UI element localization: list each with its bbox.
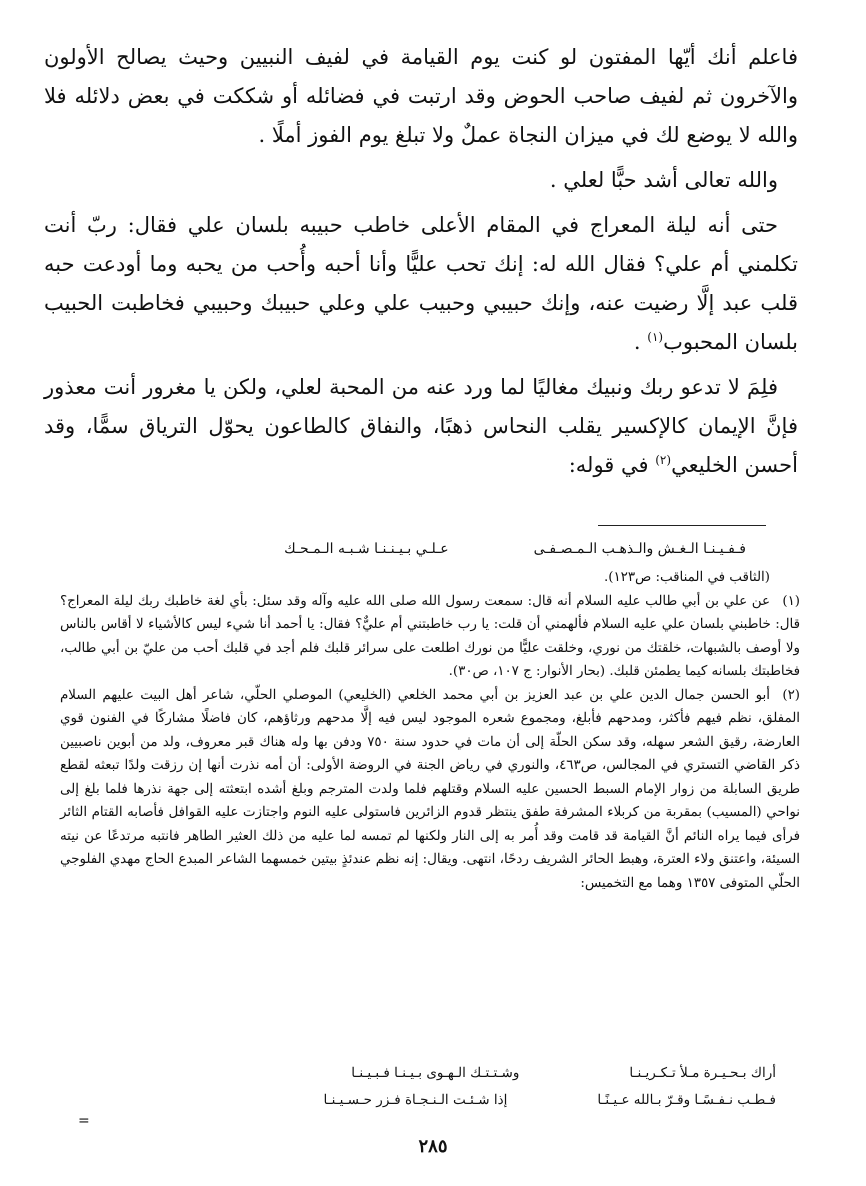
footnote-1-text: عن علي بن أبي طالب عليه السلام أنه قال: سمعت رسول الله صلى الله عليه وآله وقد سئل: بأي لغة خاطبك ربك ليلة المعراج؟ قال: خاطبني بلسان علي عليه السلام فألهمني أن قلت: يا رب خاطبتني أم عليٌّ؟ فقال: يا أحمد أنا شيء ليس كالأشياء لا أقاس بالناس ولا أوصف بالشبهات، خلقتك من نوري، وخلقت عليًّا من نورك اطلعت على سرائر قلبك فلم أجد في قلبك أحب من عليّ بن أبي طالب، فخاطبتك بلسانه كيما يطمئن قلبك. (بحار الأنوار: ج ١٠٧، ص٣٠). [60,593,800,679]
paragraph-3 [44,206,798,362]
paragraph-4 [44,368,798,485]
footnote-1 [60,590,800,684]
footnote-separator [598,525,766,526]
verse-1-hemistich-2: عـلـي بـيـنـنـا شـبـه الـمـحـك [284,541,449,557]
verse-2-line-2 [324,1092,776,1108]
paragraph-1: فاعلم أنك أيّها المفتون لو كنت يوم القيامة في لفيف النبيين وحيث يصالح الأولون والآخرون ثم لفيف صاحب الحوض وقد ارتبت في فضائله أو شككت في بعض دلائله فلا والله لا يوضع لك في ميزان النجاة عملٌ ولا تبلغ يوم الفوز أملًا . [44,45,798,147]
citation: (الثاقب في المناقب: ص١٢٣). [603,570,770,585]
footnote-2-text: أبو الحسن جمال الدين علي بن عبد العزيز بن أبي محمد الخلعي (الخليعي) الموصلي الحلّي، شاعر أهل البيت عليهم السلام المفلق، نظم فيهم فأكثر، ومدحهم فأبلغ، ومجموع شعره الموجود ليس فيه إلَّا مدحهم ورثاؤهم، كان فاضلًا مشاركًا في الفنون قوي العارضة، رقيق الشعر سهله، وقد سكن الحلّة إلى أن مات في حدود سنة ٧٥٠ ودفن بها وله هناك قبر معروف، ولد من أبوين ناصبيين ذكر القاضي التستري في المجالس، ص٤٦٣، والنوري في رياض الجنة في الروضة الأولى: أن أمه نذرت أنها إن رزقت ولدًا تبعثه لقطع طريق السابلة من زوار الإمام السبط الحسين عليه السلام وقتلهم فلما ولدت المترجم وبلغ أشده ابتعثته إلى جهة نذرها فلما بلغ إلى نواحي (المسيب) بمقربة من كربلاء المشرفة طفق ينتظر قدوم الزائرين فاستولى عليه النوم واجتازت عليه القوافل فأصابه القتام الثائر فرأى فيما يراه النائم أنَّ القيامة قد قامت وقد أُمر به إلى النار ولكنها لم تمسه لما عليه من ذلك العثير الطاهر فانتبه مرتدعًا عن نيته السيئة، واعتنق ولاء العترة، وهبط الحائر الشريف ردحًا، انتهى. ويقال: إنه نظم عندئذٍ بيتين خمسهما الشاعر المبدع الحاج مهدي الفلوجي الحلّي المتوفى ١٣٥٧ وهما مع التخميس: [60,687,800,891]
verse-2-line-2-hemistich-1: فـطـب نـفـسًـا وقـرّ بـالله عـيـنًـا [597,1092,776,1108]
continuation-mark: = [78,1113,90,1129]
footnote-ref-1[interactable]: (١) [647,330,664,344]
paragraph-4-end: في قوله: [568,453,656,477]
verse-2-line-1 [351,1065,776,1081]
verse-2-line-1-hemistich-1: أراك بـحـيـرة مـلأ تـكـريـنـا [629,1065,776,1081]
verse-1-hemistich-1: فـفـيـنـا الـغـش والـذهـب الـمـصـفـى [533,541,746,557]
paragraph-3-end: . [633,330,648,354]
footnote-2-number: (٢) [782,687,800,703]
verse-2-line-2-hemistich-2: إذا شـئـت الـنـجـاة فـزر حـسـيـنـا [323,1092,508,1108]
verse-2-line-1-hemistich-2: وشـتـتـك الـهـوى بـيـنـا فـبـيـنـا [351,1065,520,1081]
verse-line-1 [284,541,746,557]
footnote-2 [60,684,800,896]
paragraph-3-text: حتى أنه ليلة المعراج في المقام الأعلى خاطب حبيبه بلسان علي فقال: ربّ أنت تكلمني أم علي؟ فقال الله له: إنك تحب عليًّا وأنا أحبه وأُحب من يحبه وما أودعت حبه قلب عبد إلَّا رضيت عنه، وإنك حبيبي وحبيب علي وعلي حبيبك وحبيبي فخاطبت الحبيب بلسان المحبوب [44,213,798,354]
footnote-1-number: (١) [782,593,800,609]
paragraph-2: والله تعالى أشد حبًّا لعلي . [549,168,778,192]
main-text [44,38,798,491]
footnote-ref-2[interactable]: (٢) [655,453,672,467]
footnotes [60,566,800,895]
page-number: ٢٨٥ [418,1136,448,1157]
paragraph-4-text: فلِمَ لا تدعو ربك ونبيك مغاليًا لما ورد عنه من المحبة لعلي، ولكن يا مغرور أنت معذور فإنَّ الإيمان كالإكسير يقلب النحاس ذهبًا، والنفاق كالطاعون يحوّل الترياق سمًّا، وقد أحسن الخليعي [44,375,798,477]
